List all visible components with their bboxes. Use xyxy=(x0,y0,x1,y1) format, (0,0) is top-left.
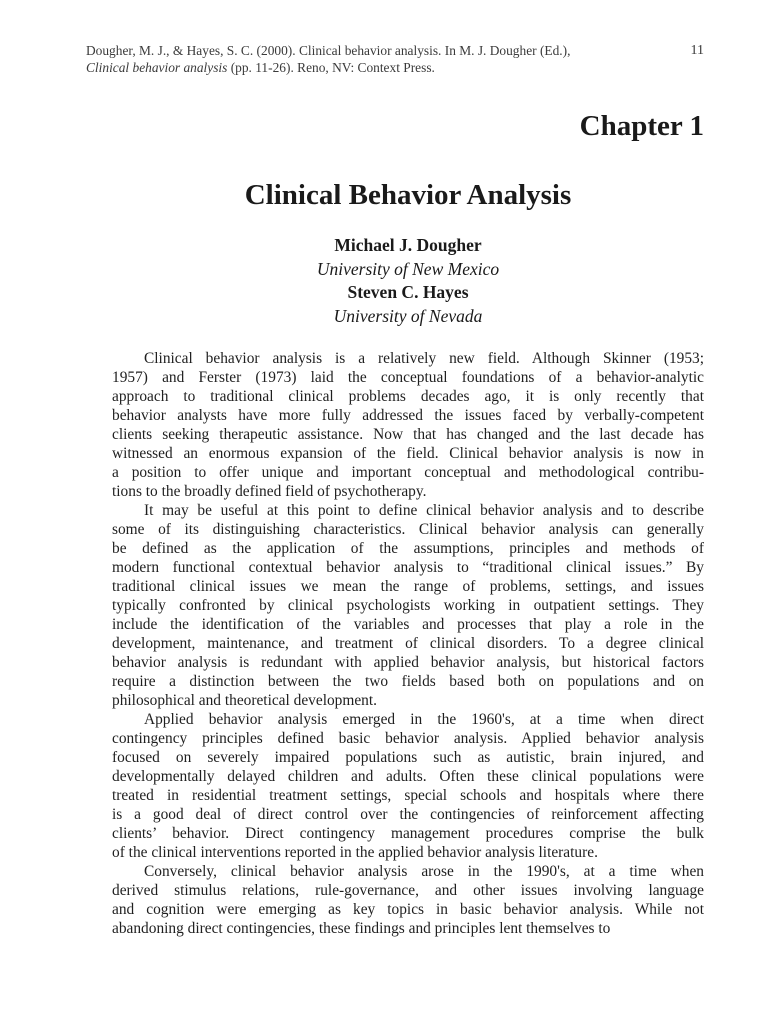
body-paragraph xyxy=(112,710,704,862)
text-line: contingency principles defined basic behavior analysis. Applied behavior analysis xyxy=(112,730,704,747)
author-affiliation: University of New Mexico xyxy=(316,258,500,279)
text-line: require a distinction between the two fields based both on populations and on xyxy=(112,673,704,690)
text-line: be defined as the application of the assumptions, principles and methods of xyxy=(112,540,704,557)
text-line: is a good deal of direct control over the contingencies of reinforcement affecting xyxy=(112,806,704,823)
author-affiliation: University of Nevada xyxy=(333,305,483,326)
text-line: Applied behavior analysis emerged in the 1960's, at a time when direct xyxy=(144,711,704,728)
text-line: treated in residential treatment settings, special schools and hospitals where there xyxy=(112,787,704,804)
text-line: modern functional contextual behavior analysis to “traditional clinical issues.” By xyxy=(112,559,704,576)
text-line: a position to offer unique and important conceptual and methodological contribu- xyxy=(112,464,704,481)
body-text xyxy=(112,349,704,938)
text-line: behavior analysts have more fully addressed the issues faced by verbally-competent xyxy=(112,407,704,424)
citation-line-1: Dougher, M. J., & Hayes, S. C. (2000). Clinical behavior analysis. In M. J. Dougher (Ed.), xyxy=(86,43,571,58)
text-line: derived stimulus relations, rule-governance, and other issues involving language xyxy=(112,882,704,899)
chapter-title: Clinical Behavior Analysis xyxy=(244,179,572,211)
text-line: development, maintenance, and treatment of clinical disorders. To a degree clinical xyxy=(112,635,704,652)
text-line: witnessed an enormous expansion of the field. Clinical behavior analysis is now in xyxy=(112,445,704,462)
text-line: behavior analysis is redundant with applied behavior analysis, but historical factors xyxy=(112,654,704,671)
author-name: Steven C. Hayes xyxy=(347,282,469,302)
text-line: 1957) and Ferster (1973) laid the conceptual foundations of a behavior-analytic xyxy=(112,369,704,386)
text-line: Clinical behavior analysis is a relatively new field. Although Skinner (1953; xyxy=(144,350,704,367)
text-line: tions to the broadly defined field of psychotherapy. xyxy=(112,483,427,500)
author-name: Michael J. Dougher xyxy=(334,235,482,255)
citation-header xyxy=(86,42,646,76)
text-line: focused on severely impaired populations such as autistic, brain injured, and xyxy=(112,749,704,766)
text-line: It may be useful at this point to define clinical behavior analysis and to describe xyxy=(144,502,704,519)
text-line: Conversely, clinical behavior analysis arose in the 1990's, at a time when xyxy=(144,863,704,880)
text-line: include the identification of the variables and processes that play a role in the xyxy=(112,616,704,633)
citation-book-title: Clinical behavior analysis xyxy=(86,60,228,75)
citation-pages-publisher: (pp. 11-26). Reno, NV: Context Press. xyxy=(227,60,435,75)
text-line: philosophical and theoretical development. xyxy=(112,692,377,709)
page-number: 11 xyxy=(690,43,704,58)
text-line: abandoning direct contingencies, these findings and principles lent themselves to xyxy=(112,920,611,937)
author-block xyxy=(0,234,768,328)
citation-line-2 xyxy=(86,59,646,76)
text-line: of the clinical interventions reported in the applied behavior analysis literature. xyxy=(112,844,598,861)
text-line: and cognition were emerging as key topics in basic behavior analysis. While not xyxy=(112,901,704,918)
text-line: clients’ behavior. Direct contingency management procedures comprise the bulk xyxy=(112,825,704,842)
body-paragraph xyxy=(112,862,704,938)
body-paragraph xyxy=(112,501,704,710)
text-line: some of its distinguishing characteristics. Clinical behavior analysis can generally xyxy=(112,521,704,538)
text-line: approach to traditional clinical problems decades ago, it is only recently that xyxy=(112,388,704,405)
chapter-label: Chapter 1 xyxy=(579,110,704,142)
text-line: traditional clinical issues we mean the range of problems, settings, and issues xyxy=(112,578,704,595)
text-line: typically confronted by clinical psychologists working in outpatient settings. They xyxy=(112,597,704,614)
text-line: developmentally delayed children and adults. Often these clinical populations were xyxy=(112,768,704,785)
text-line: clients seeking therapeutic assistance. Now that has changed and the last decade has xyxy=(112,426,704,443)
body-paragraph xyxy=(112,349,704,501)
